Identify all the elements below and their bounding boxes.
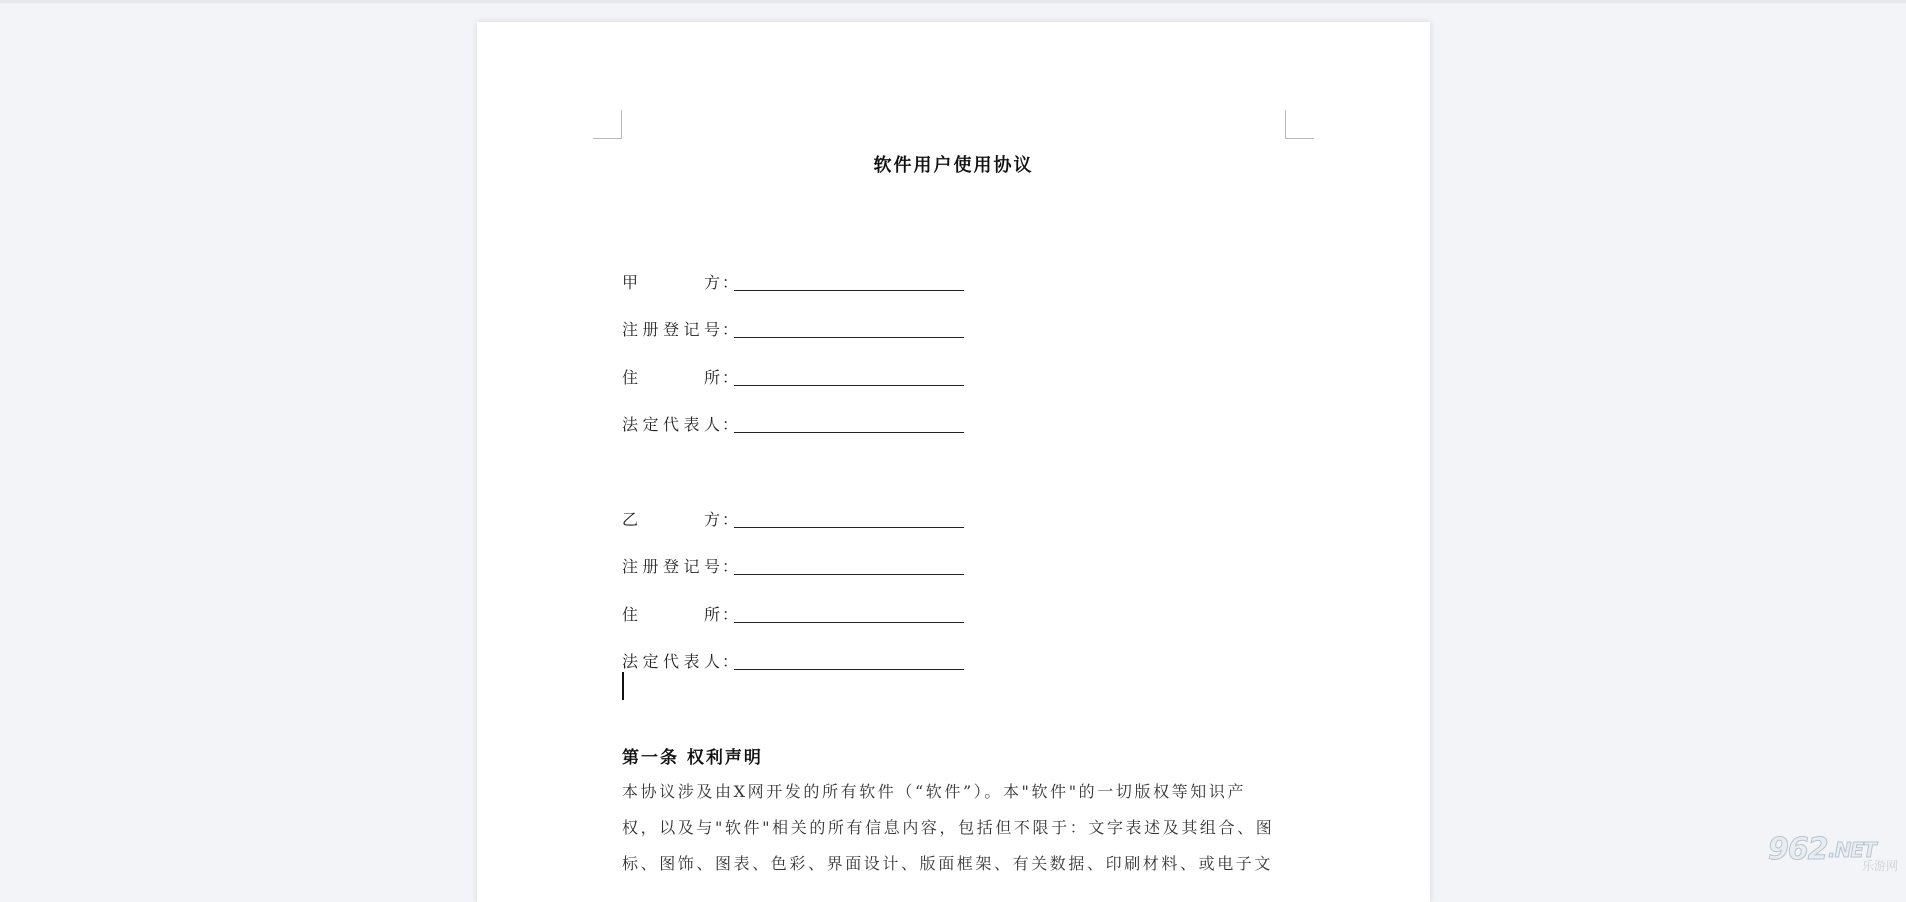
margin-corner-top-left bbox=[593, 110, 622, 139]
fill-in-line[interactable] bbox=[734, 432, 964, 433]
document-title: 软件用户使用协议 bbox=[873, 155, 1034, 176]
body-text-line: 标、图饰、图表、色彩、界面设计、版面框架、有关数据、印刷材料、或电子文 bbox=[622, 854, 1274, 873]
field-label: 住 所 bbox=[622, 605, 722, 624]
field-label: 注 册 登 记 号 bbox=[622, 320, 722, 339]
top-strip bbox=[0, 0, 1906, 3]
section-title: 第一条 权利声明 bbox=[622, 748, 763, 768]
field-label: 法 定 代 表 人 bbox=[622, 415, 722, 434]
fill-in-line[interactable] bbox=[734, 290, 964, 291]
field-label: 甲 方 bbox=[622, 273, 722, 292]
field-label: 法 定 代 表 人 bbox=[622, 652, 722, 671]
fill-in-line[interactable] bbox=[734, 574, 964, 575]
fill-in-line[interactable] bbox=[734, 622, 964, 623]
field-label: 住 所 bbox=[622, 368, 722, 387]
body-text-line: 权，以及与"软件"相关的所有信息内容，包括但不限于：文字表述及其组合、图 bbox=[622, 818, 1275, 837]
document-page[interactable]: 软件用户使用协议 甲 方 ： 注 册 登 记 号 ： 住 所 ： 法 定 代 表 人 ： 乙 方 ： 注 册 登 记 号 ： 住 所 ： 法 定 代 表 人 ： 第一条 权利声明 本协议涉及由X网开发的所有软件（“软件”）。本"软件"的一切版权等知识产 权，以及与"软件"相关的所有信息内容，包括但不限于：文字表述及其组合、图 标、图饰、图表、色彩、界面设计、版面框架、有关数据、印刷材料、或电子文 bbox=[477, 22, 1430, 902]
fill-in-line[interactable] bbox=[734, 527, 964, 528]
margin-corner-top-right bbox=[1285, 110, 1314, 139]
text-cursor bbox=[622, 672, 624, 700]
fill-in-line[interactable] bbox=[734, 669, 964, 670]
fill-in-line[interactable] bbox=[734, 337, 964, 338]
field-label: 乙 方 bbox=[622, 510, 722, 529]
fill-in-line[interactable] bbox=[734, 385, 964, 386]
site-watermark-logo: 962 .NET 乐游网 bbox=[1768, 832, 1898, 873]
field-label: 注 册 登 记 号 bbox=[622, 557, 722, 576]
body-text-line: 本协议涉及由X网开发的所有软件（“软件”）。本"软件"的一切版权等知识产 bbox=[622, 782, 1247, 801]
